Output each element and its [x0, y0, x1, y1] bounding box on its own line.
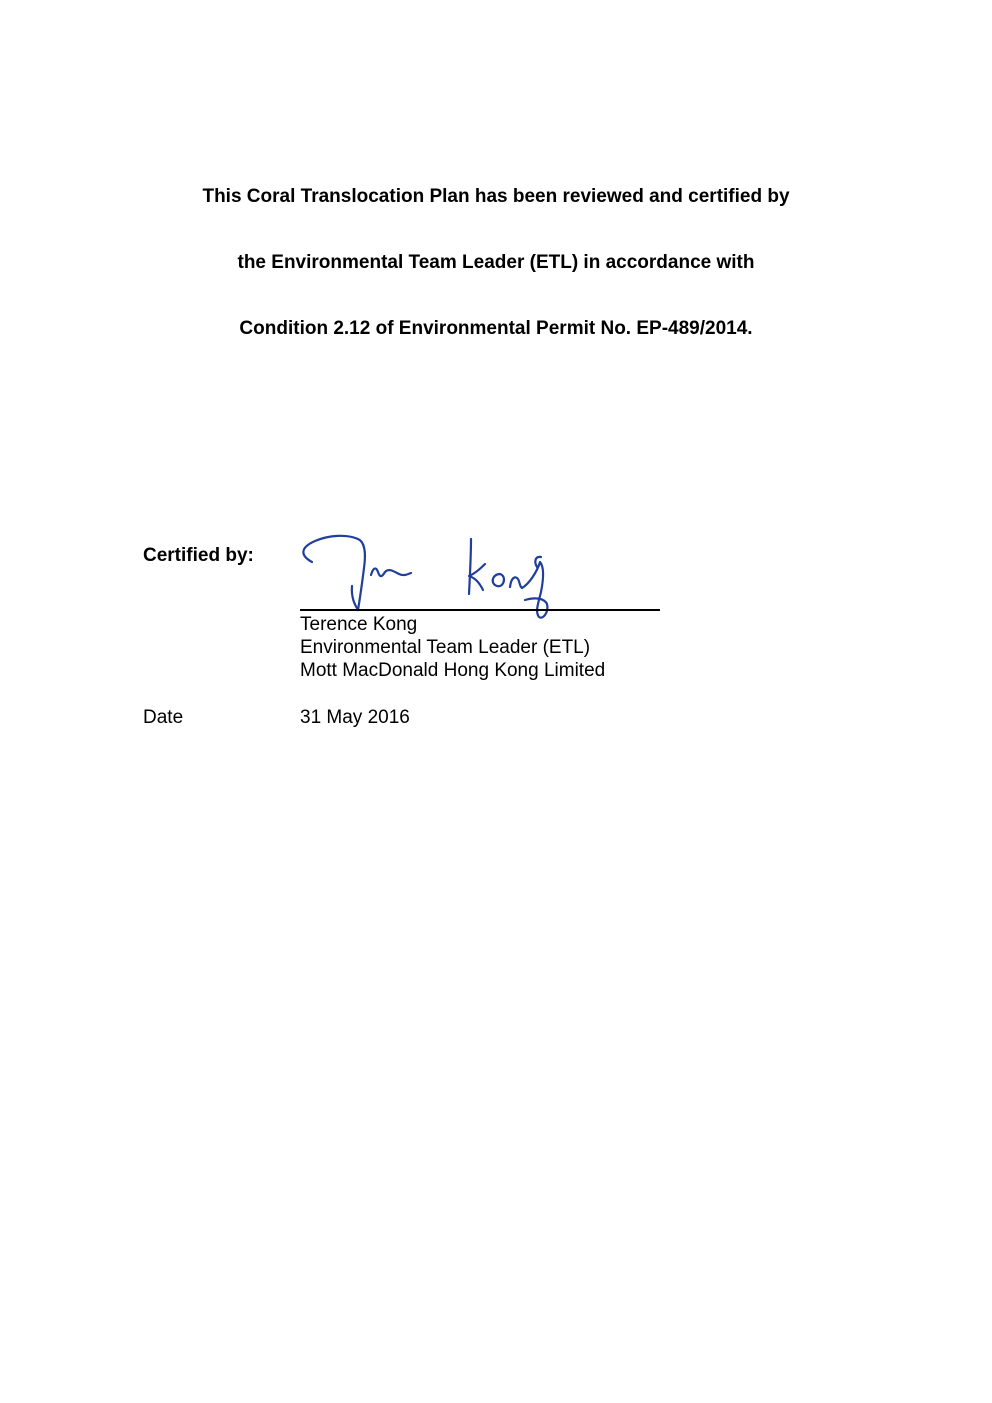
signer-title: Environmental Team Leader (ETL)	[300, 637, 591, 658]
certified-by-label: Certified by:	[143, 545, 254, 566]
statement-line-2: the Environmental Team Leader (ETL) in accordance with	[237, 252, 755, 273]
signer-company: Mott MacDonald Hong Kong Limited	[300, 660, 606, 681]
signature-text: Terence Kong	[435, 624, 442, 625]
signature-line	[300, 609, 660, 611]
signer-name: Terence Kong	[300, 614, 418, 635]
statement-line-3: Condition 2.12 of Environmental Permit No. EP-489/2014.	[239, 318, 753, 339]
statement-line-1: This Coral Translocation Plan has been reviewed and certified by	[202, 186, 790, 207]
date-value: 31 May 2016	[300, 707, 410, 728]
date-label: Date	[143, 707, 184, 728]
